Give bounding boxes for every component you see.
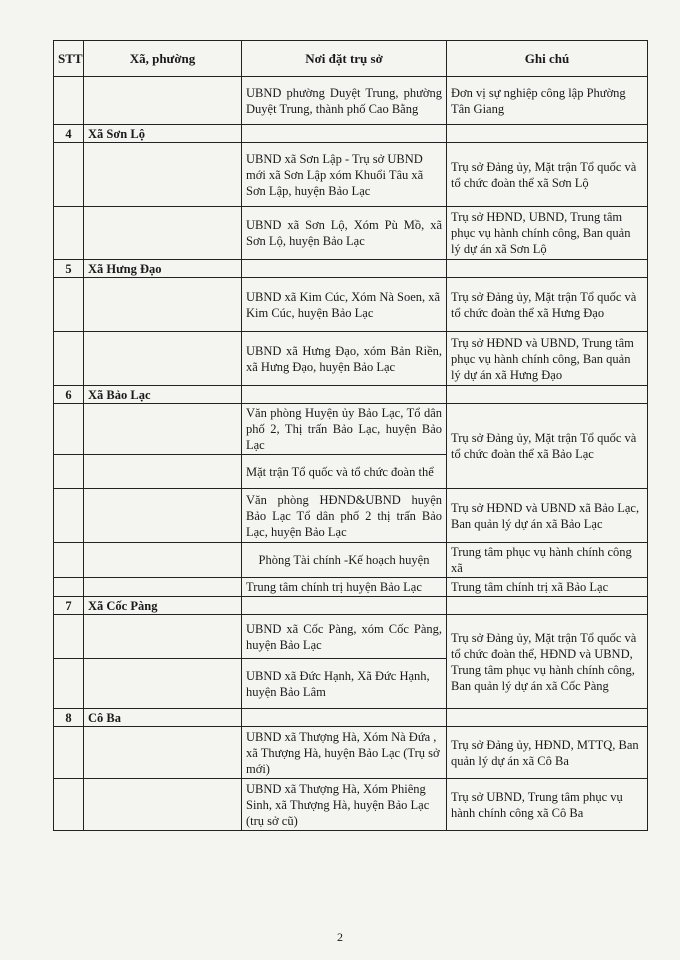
header-commune: Xã, phường (84, 41, 242, 77)
table-row (54, 404, 648, 455)
note-cell: Trụ sở Đảng ủy, HĐND, MTTQ, Ban quản lý dự án xã Cô Ba (447, 727, 648, 779)
office-location-table (53, 40, 648, 831)
table-row (54, 143, 648, 207)
table-row (54, 543, 648, 578)
commune-cell (84, 278, 242, 332)
section-name: Xã Sơn Lộ (84, 125, 242, 143)
table-row (54, 578, 648, 597)
section-stt: 5 (54, 260, 84, 278)
section-stt: 6 (54, 386, 84, 404)
section-name: Xã Hưng Đạo (84, 260, 242, 278)
commune-cell (84, 615, 242, 659)
section-row (54, 597, 648, 615)
commune-cell (84, 727, 242, 779)
section-row (54, 709, 648, 727)
table-row (54, 77, 648, 125)
stt-cell (54, 659, 84, 709)
header-note: Ghi chú (447, 41, 648, 77)
stt-cell (54, 615, 84, 659)
note-cell: Trụ sở HĐND, UBND, Trung tâm phục vụ hành chính công, Ban quản lý dự án xã Sơn Lộ (447, 207, 648, 260)
section-name: Xã Bảo Lạc (84, 386, 242, 404)
header-stt: STT (54, 41, 84, 77)
section-row (54, 125, 648, 143)
location-cell: UBND xã Hưng Đạo, xóm Bản Riền, xã Hưng Đạo, huyện Bảo Lạc (242, 332, 447, 386)
note-cell: Trụ sở Đảng ủy, Mặt trận Tổ quốc và tổ chức đoàn thể xã Sơn Lộ (447, 143, 648, 207)
stt-cell (54, 278, 84, 332)
commune-cell (84, 489, 242, 543)
empty-cell (447, 125, 648, 143)
empty-cell (242, 597, 447, 615)
note-cell: Trụ sở Đảng ủy, Mặt trận Tổ quốc và tổ chức đoàn thể xã Hưng Đạo (447, 278, 648, 332)
stt-cell (54, 578, 84, 597)
section-stt: 4 (54, 125, 84, 143)
stt-cell (54, 455, 84, 489)
empty-cell (447, 709, 648, 727)
location-cell: UBND xã Thượng Hà, Xóm Phiêng Sinh, xã Thượng Hà, huyện Bảo Lạc (trụ sở cũ) (242, 779, 447, 831)
commune-cell (84, 404, 242, 455)
location-cell: UBND phường Duyệt Trung, phường Duyệt Trung, thành phố Cao Bằng (242, 77, 447, 125)
table-row (54, 207, 648, 260)
table-row (54, 727, 648, 779)
location-cell: UBND xã Cốc Pàng, xóm Cốc Pàng, huyện Bảo Lạc (242, 615, 447, 659)
empty-cell (242, 260, 447, 278)
commune-cell (84, 543, 242, 578)
commune-cell (84, 332, 242, 386)
empty-cell (242, 386, 447, 404)
location-cell: UBND xã Thượng Hà, Xóm Nà Đứa , xã Thượng Hà, huyện Bảo Lạc (Trụ sở mới) (242, 727, 447, 779)
note-cell: Trụ sở HĐND và UBND xã Bảo Lạc, Ban quản lý dự án xã Bảo Lạc (447, 489, 648, 543)
note-cell: Trung tâm phục vụ hành chính công xã (447, 543, 648, 578)
page-number: 2 (337, 930, 343, 944)
section-row (54, 386, 648, 404)
location-cell: Văn phòng HĐND&UBND huyện Bảo Lạc Tổ dân phố 2 thị trấn Bảo Lạc, huyện Bảo Lạc (242, 489, 447, 543)
section-row (54, 260, 648, 278)
section-name: Cô Ba (84, 709, 242, 727)
location-cell: UBND xã Kim Cúc, Xóm Nà Soen, xã Kim Cúc, huyện Bảo Lạc (242, 278, 447, 332)
stt-cell (54, 489, 84, 543)
location-cell: UBND xã Đức Hạnh, Xã Đức Hạnh, huyện Bảo Lâm (242, 659, 447, 709)
section-stt: 7 (54, 597, 84, 615)
empty-cell (242, 125, 447, 143)
location-cell: UBND xã Sơn Lập - Trụ sở UBND mới xã Sơn Lập xóm Khuổi Tâu xã Sơn Lập, huyện Bảo Lạc (242, 143, 447, 207)
empty-cell (447, 260, 648, 278)
stt-cell (54, 77, 84, 125)
section-stt: 8 (54, 709, 84, 727)
stt-cell (54, 207, 84, 260)
section-name: Xã Cốc Pàng (84, 597, 242, 615)
note-cell: Đơn vị sự nghiệp công lập Phường Tân Giang (447, 77, 648, 125)
note-cell: Trụ sở Đảng ủy, Mặt trận Tổ quốc và tổ chức đoàn thể xã Bảo Lạc (447, 404, 648, 489)
commune-cell (84, 207, 242, 260)
commune-cell (84, 77, 242, 125)
empty-cell (242, 709, 447, 727)
empty-cell (447, 597, 648, 615)
stt-cell (54, 543, 84, 578)
table-row (54, 278, 648, 332)
stt-cell (54, 404, 84, 455)
table-row (54, 332, 648, 386)
table-row (54, 615, 648, 659)
location-cell: Mặt trận Tổ quốc và tổ chức đoàn thể (242, 455, 447, 489)
note-cell: Trụ sở Đảng ủy, Mặt trận Tổ quốc và tổ chức đoàn thể, HĐND và UBND, Trung tâm phục vụ hành chính công, Ban quản lý dự án xã Cốc Pàng (447, 615, 648, 709)
commune-cell (84, 455, 242, 489)
note-cell: Trung tâm chính trị xã Bảo Lạc (447, 578, 648, 597)
empty-cell (447, 386, 648, 404)
commune-cell (84, 143, 242, 207)
location-cell: Trung tâm chính trị huyện Bảo Lạc (242, 578, 447, 597)
note-cell: Trụ sở HĐND và UBND, Trung tâm phục vụ hành chính công, Ban quản lý dự án xã Hưng Đạo (447, 332, 648, 386)
stt-cell (54, 332, 84, 386)
note-cell: Trụ sở UBND, Trung tâm phục vụ hành chính công xã Cô Ba (447, 779, 648, 831)
commune-cell (84, 659, 242, 709)
header-location: Nơi đặt trụ sở (242, 41, 447, 77)
table-header-row (54, 41, 648, 77)
table-row (54, 489, 648, 543)
commune-cell (84, 779, 242, 831)
location-cell: UBND xã Sơn Lộ, Xóm Pù Mồ, xã Sơn Lộ, huyện Bảo Lạc (242, 207, 447, 260)
commune-cell (84, 578, 242, 597)
location-cell: Văn phòng Huyện ủy Bảo Lạc, Tổ dân phố 2, Thị trấn Bảo Lạc, huyện Bảo Lạc (242, 404, 447, 455)
table-row (54, 779, 648, 831)
location-cell: Phòng Tài chính -Kế hoạch huyện (242, 543, 447, 578)
stt-cell (54, 143, 84, 207)
stt-cell (54, 727, 84, 779)
stt-cell (54, 779, 84, 831)
